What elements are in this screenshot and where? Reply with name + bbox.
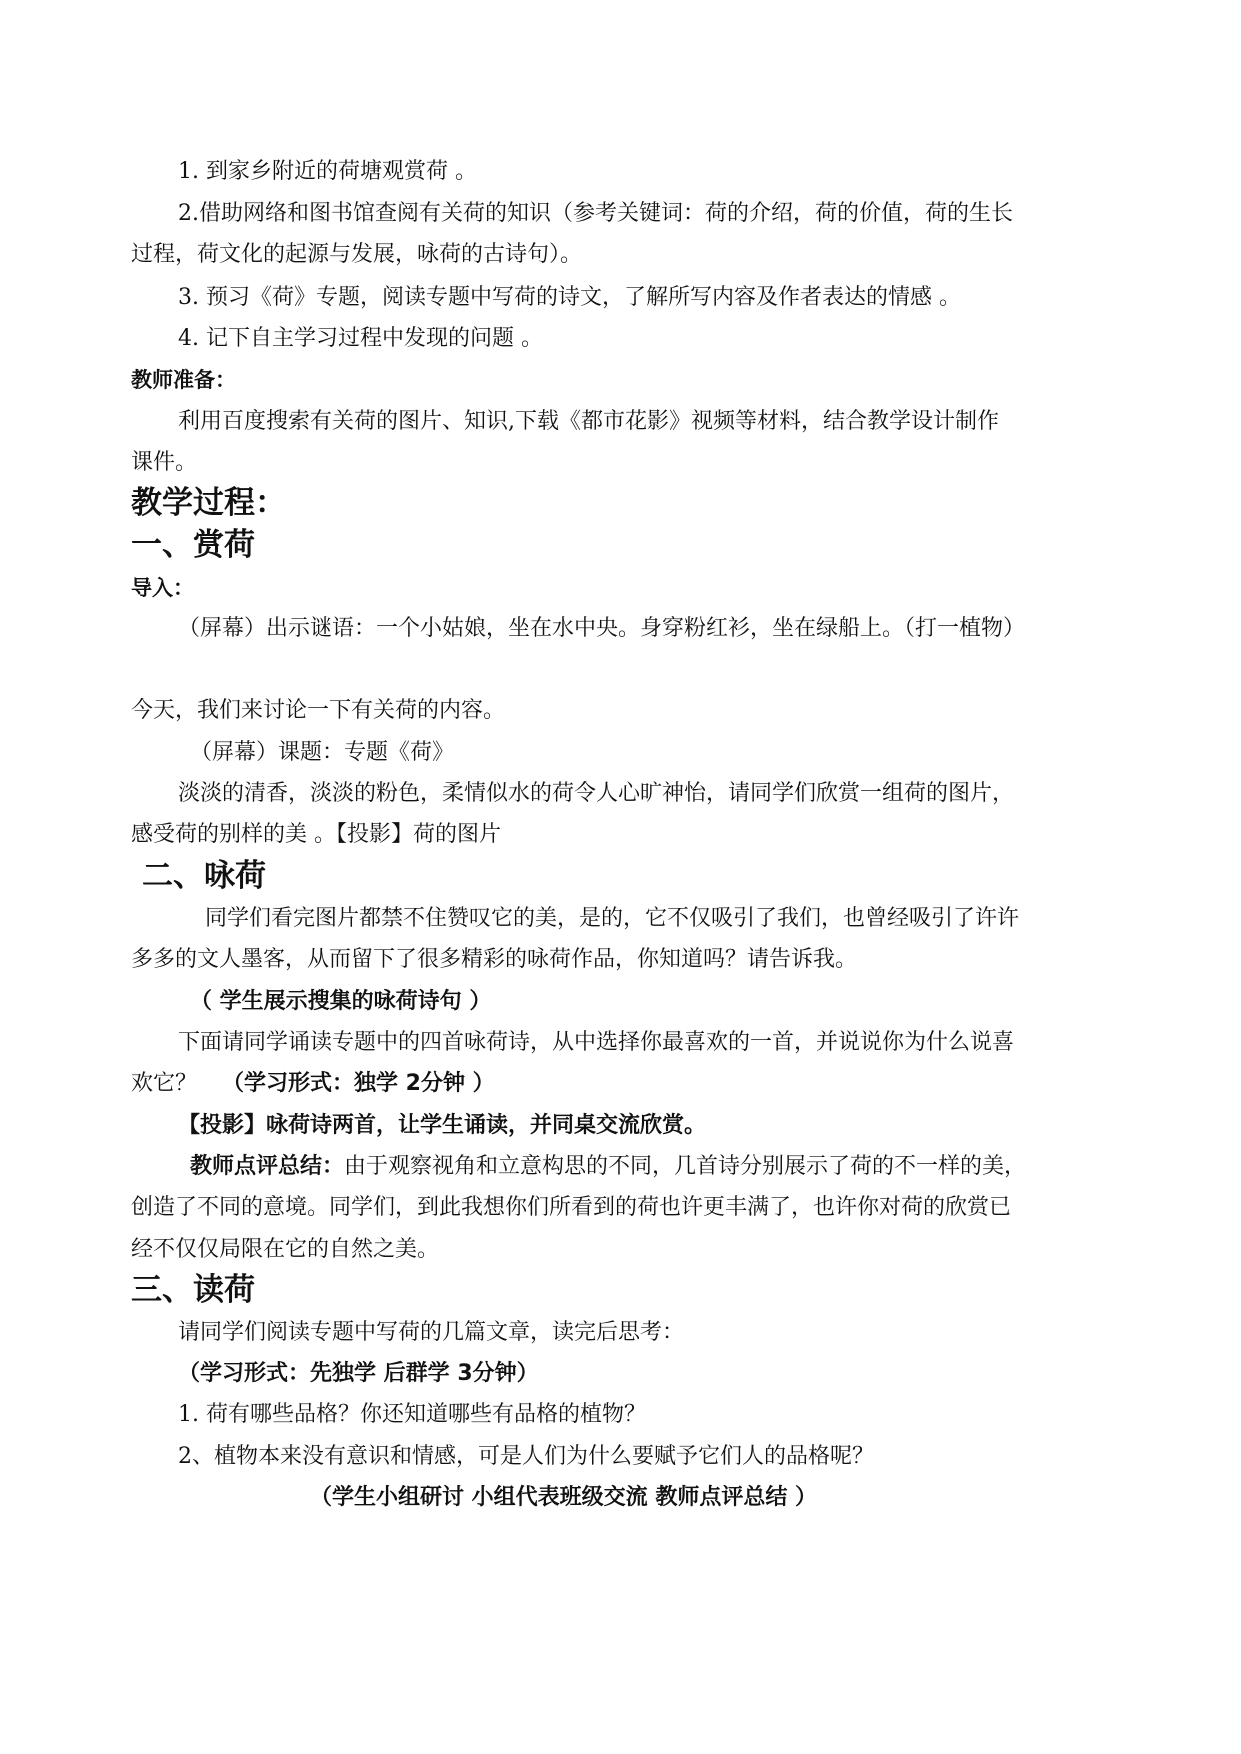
- topic-text: （屏幕）课题：专题《荷》: [190, 740, 455, 765]
- prep-item-4: 4. 记下自主学习过程中发现的问题 。: [178, 326, 543, 351]
- read-instruction-cont: [131, 1069, 495, 1099]
- section2-para-2: 多多的文人墨客，从而留下了很多精彩的咏荷作品，你知道吗？请告诉我。: [131, 947, 858, 972]
- section3-title: 三、读荷: [131, 1272, 255, 1308]
- intro-label: 导入：: [131, 576, 194, 600]
- summary-line-1: [190, 1152, 1026, 1182]
- prep-item-1: 1. 到家乡附近的荷塘观赏荷 。: [178, 159, 477, 184]
- projection-text: 【投影】咏荷诗两首，让学生诵读，并同桌交流欣赏。: [178, 1113, 707, 1138]
- teacher-prep-line-1: 利用百度搜索有关荷的图片、知识,下载《都市花影》视频等材料，结合教学设计制作: [178, 409, 999, 434]
- teacher-prep-line-2: 课件。: [131, 450, 198, 475]
- group-discussion: （学生小组研讨 小组代表班级交流 教师点评总结 ）: [310, 1485, 817, 1510]
- prep-item-2-cont: 过程，荷文化的起源与发展，咏荷的古诗句）。: [131, 242, 583, 267]
- section3-intro: 请同学们阅读专题中写荷的几篇文章，读完后思考：: [178, 1320, 685, 1345]
- student-show-text: （ 学生展示搜集的咏荷诗句 ）: [190, 989, 492, 1014]
- question-2: 2、植物本来没有意识和情感，可是人们为什么要赋予它们人的品格呢？: [178, 1444, 874, 1469]
- section2-para-1: 同学们看完图片都禁不住赞叹它的美，是的，它不仅吸引了我们，也曾经吸引了许许: [205, 906, 1020, 931]
- prep-item-2: 2.借助网络和图书馆查阅有关荷的知识（参考关键词：荷的介绍，荷的价值，荷的生长: [178, 201, 1013, 226]
- learning-form-2: （学习形式：先独学 后群学 3分钟）: [178, 1361, 539, 1386]
- riddle-text: （屏幕）出示谜语：一个小姑娘，坐在水中央。身穿粉红衫，坐在绿船上。（打一植物）: [178, 616, 1026, 641]
- summary-line-3: 经不仅仅局限在它的自然之美。: [131, 1237, 440, 1262]
- teacher-prep-heading: 教师准备：: [131, 368, 236, 392]
- question-1: 1. 荷有哪些品格？你还知道哪些有品格的植物？: [178, 1402, 646, 1427]
- summary-line-2: 创造了不同的意境。同学们，到此我想你们所看到的荷也许更丰满了，也许你对荷的欣赏已: [131, 1195, 1012, 1220]
- read-instruction: 下面请同学诵读专题中的四首咏荷诗，从中选择你最喜欢的一首，并说说你为什么说喜: [178, 1030, 1015, 1055]
- section1-desc-2: 感受荷的别样的美 。【投影】荷的图片: [131, 822, 501, 847]
- section1-title: 一、赏荷: [131, 527, 255, 563]
- summary-label: 教师点评总结：: [190, 1154, 345, 1179]
- read-instruction-plain: 欢它？: [131, 1071, 198, 1096]
- summary-rest: 由于观察视角和立意构思的不同，几首诗分别展示了荷的不一样的美，: [344, 1154, 1027, 1179]
- today-text: 今天，我们来讨论一下有关荷的内容。: [131, 698, 506, 723]
- section2-title: 二、咏荷: [142, 858, 266, 894]
- learning-form-1: （学习形式：独学 2分钟 ）: [222, 1071, 495, 1096]
- section1-desc-1: 淡淡的清香，淡淡的粉色，柔情似水的荷令人心旷神怡，请同学们欣赏一组荷的图片，: [178, 781, 1015, 806]
- process-heading: 教学过程：: [131, 485, 286, 521]
- prep-item-3: 3. 预习《荷》专题，阅读专题中写荷的诗文，了解所写内容及作者表达的情感 。: [178, 285, 961, 310]
